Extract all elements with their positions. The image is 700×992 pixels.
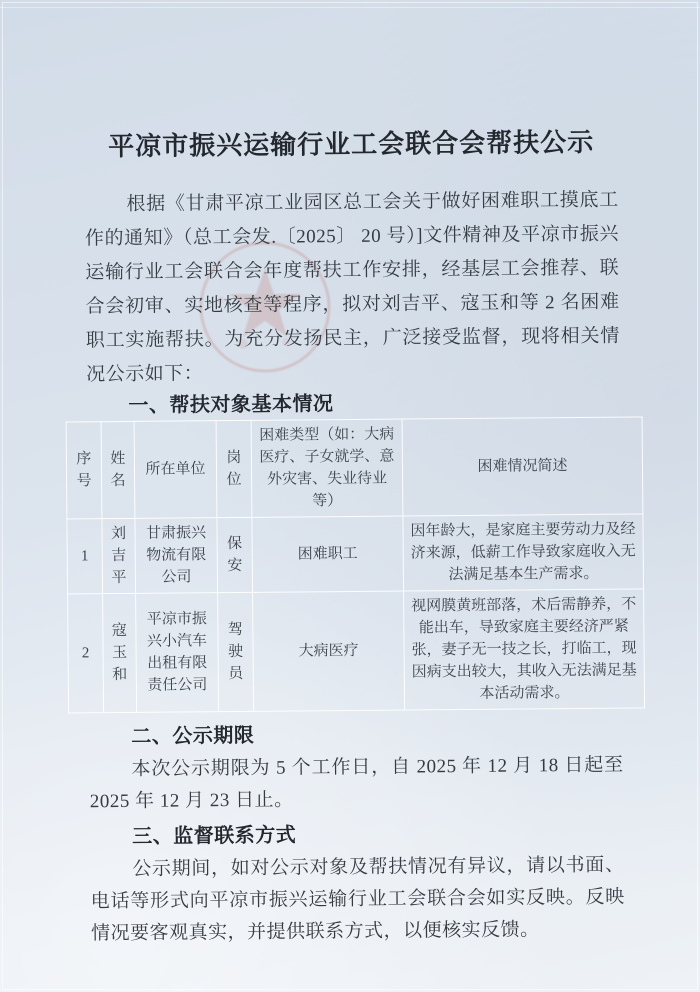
- section-1-heading: 一、帮扶对象基本情况: [128, 393, 334, 417]
- header-difficulty-type: 困难类型（如：大病医疗、子女就学、意外灾害、失业待业等）: [251, 419, 403, 517]
- notice-document: [76, 124, 637, 951]
- section-3-paragraph: 公示期间，如对公示对象及帮扶情况有异议，请以书面、电话等形式向平凉市振兴运输行业工会联合会如实反映。反映情况要客观真实，并提供联系方式，以便核实反馈。: [90, 854, 625, 945]
- cell-unit: 甘肃振兴物流有限公司: [135, 518, 218, 594]
- cell-type: 大病医疗: [253, 591, 405, 711]
- section-2-heading: 二、公示期限: [131, 724, 255, 748]
- header-post: 岗位: [216, 420, 252, 517]
- table-row: [68, 589, 645, 713]
- assistance-table: [66, 416, 646, 713]
- cell-post: 保安: [217, 517, 253, 592]
- intro-paragraph: 根据《甘肃平凉工业园区总工会关于做好困难职工摸底工作的通知》（总工会发.〔2025〕 20 号）]文件精神及平凉市振兴运输行业工会联合会年度帮扶工作安排，经基层工会推荐、联合会初审、实地核查等程序，拟对刘吉平、寇玉和等 2 名困难职工实施帮扶。为充分发扬民主，广泛接受监督，现将相关情况公示如下：: [84, 189, 620, 386]
- cell-post: 驾驶员: [218, 592, 254, 711]
- cell-name: 刘吉平: [102, 518, 136, 593]
- cell-desc: 因年龄大，是家庭主要劳动力及经济来源，低薪工作导致家庭收入无法满足基本生产需求。: [403, 514, 644, 591]
- header-unit: 所在单位: [134, 421, 217, 519]
- cell-serial: 1: [67, 519, 103, 594]
- table-header-row: [66, 417, 643, 519]
- cell-unit: 平凉市振兴小汽车出租有限责任公司: [136, 593, 219, 713]
- table-row: [67, 514, 644, 594]
- header-difficulty-desc: 困难情况简述: [402, 417, 643, 516]
- header-serial: 序号: [66, 422, 102, 519]
- cell-type: 困难职工: [252, 516, 404, 592]
- cell-desc: 视网膜黄班部落，术后需静养，不能出车，导致家庭主要经济严紧张，妻子无一技之长，打临工，现因病支出较大，其收入无法满足基本活动需求。: [404, 589, 645, 710]
- section-2-paragraph: 本次公示期限为 5 个工作日，自 2025 年 12 月 18 日起至 2025 年 12 月 23 日止。: [89, 754, 624, 813]
- cell-serial: 2: [68, 594, 104, 713]
- header-name: 姓名: [101, 421, 135, 518]
- page-title: 平凉市振兴运输行业工会联合会帮扶公示: [108, 126, 595, 162]
- cell-name: 寇玉和: [103, 593, 137, 712]
- photo-edge-line: [0, 7, 700, 8]
- section-3-heading: 三、监督联系方式: [132, 824, 297, 848]
